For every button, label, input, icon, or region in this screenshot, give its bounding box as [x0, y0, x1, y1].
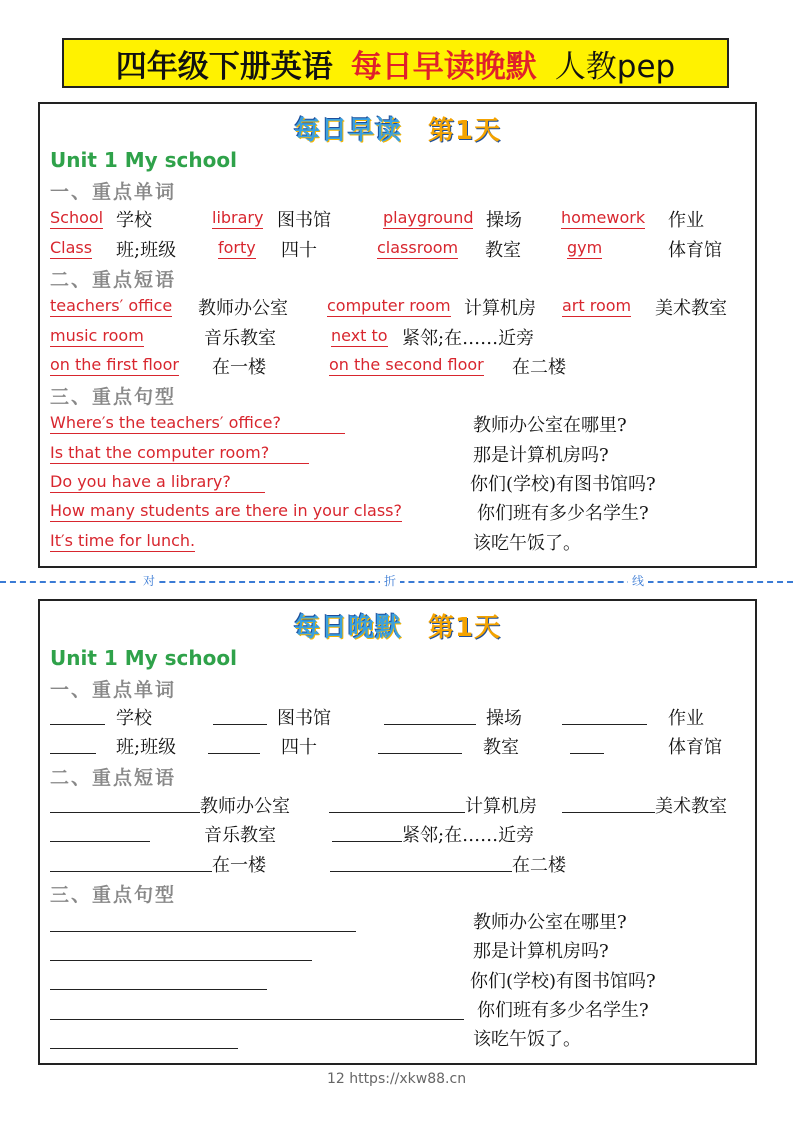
phrase-en: art room [562, 296, 632, 315]
word-blank[interactable] [213, 724, 267, 725]
sentence-en: Where′s the teachers′ office? [50, 413, 345, 434]
word-en: homework [561, 208, 646, 227]
sentence-cn: 那是计算机房吗? [473, 445, 609, 466]
phrase-cn: 计算机房 [465, 796, 537, 817]
word-cn: 操场 [486, 708, 522, 729]
word-cn: 图书馆 [277, 708, 331, 729]
title-grade: 四年级下册英语 [115, 48, 333, 85]
word-cn: 学校 [116, 210, 152, 231]
page-title-banner [62, 38, 729, 88]
word-blank[interactable] [378, 753, 462, 754]
word-en: Class [50, 238, 93, 257]
unit-title: Unit 1 My school [50, 646, 237, 670]
word-cn: 学校 [116, 708, 152, 729]
phrase-en: on the first floor [50, 355, 179, 374]
word-blank[interactable] [50, 724, 105, 725]
page-footer: 12 https://xkw88.cn [326, 1071, 467, 1087]
word-blank[interactable] [384, 724, 476, 725]
phrase-cn: 紧邻;在……近旁 [402, 825, 535, 846]
word-en: forty [218, 238, 256, 257]
word-cn: 图书馆 [277, 210, 331, 231]
word-cn: 作业 [668, 708, 704, 729]
section-words: 一、重点单词 [50, 181, 177, 203]
phrase-blank[interactable] [50, 871, 212, 872]
word-cn: 操场 [486, 210, 522, 231]
title-edition: 人教pep [554, 48, 676, 85]
word-en: library [212, 208, 264, 227]
phrase-cn: 紧邻;在……近旁 [402, 328, 535, 349]
word-cn: 作业 [668, 210, 704, 231]
sentence-cn: 教师办公室在哪里? [473, 912, 627, 933]
morning-reading-panel [38, 102, 757, 568]
fold-label: 线 [628, 572, 648, 589]
phrase-cn: 在二楼 [512, 855, 566, 876]
sentence-blank[interactable] [50, 989, 267, 990]
sentence-en: It′s time for lunch. [50, 531, 196, 550]
unit-title: Unit 1 My school [50, 148, 237, 172]
section-phrases: 二、重点短语 [50, 767, 177, 789]
phrase-cn: 计算机房 [464, 298, 536, 319]
word-en: classroom [377, 238, 459, 257]
word-blank[interactable] [50, 753, 96, 754]
word-blank[interactable] [562, 724, 647, 725]
evening-panel-heading: 每日晚默 第1天 [293, 613, 502, 643]
sentence-blank[interactable] [50, 1019, 464, 1020]
phrase-en: music room [50, 326, 144, 345]
phrase-blank[interactable] [50, 841, 150, 842]
phrase-cn: 教师办公室 [198, 298, 288, 319]
sentence-cn: 教师办公室在哪里? [473, 415, 627, 436]
word-en: playground [383, 208, 474, 227]
sentence-cn: 你们班有多少名学生? [477, 503, 649, 524]
section-sentences: 三、重点句型 [50, 884, 177, 906]
word-cn: 班;班级 [116, 737, 177, 758]
morning-panel-heading: 每日早读 第1天 [293, 116, 502, 146]
sentence-en: Do you have a library? [50, 472, 265, 493]
word-cn: 四十 [281, 737, 317, 758]
word-en: School [50, 208, 104, 227]
phrase-en: next to [331, 326, 388, 345]
sentence-en: How many students are there in your class? [50, 501, 402, 520]
sentence-cn: 你们班有多少名学生? [477, 1000, 649, 1021]
sentence-blank[interactable] [50, 931, 356, 932]
phrase-blank[interactable] [50, 812, 200, 813]
phrase-en: teachers′ office [50, 296, 173, 315]
sentence-blank[interactable] [50, 1048, 238, 1049]
sentence-cn: 那是计算机房吗? [473, 941, 609, 962]
word-cn: 教室 [485, 240, 521, 261]
phrase-cn: 音乐教室 [204, 825, 276, 846]
phrase-cn: 在一楼 [212, 855, 266, 876]
word-cn: 体育馆 [668, 240, 722, 261]
sentence-en: Is that the computer room? [50, 443, 309, 464]
sentence-blank[interactable] [50, 960, 312, 961]
sentence-cn: 你们(学校)有图书馆吗? [470, 971, 656, 992]
phrase-blank[interactable] [329, 812, 465, 813]
word-en: gym [567, 238, 603, 257]
phrase-cn: 在二楼 [512, 357, 566, 378]
section-words: 一、重点单词 [50, 679, 177, 701]
phrase-cn: 在一楼 [212, 357, 266, 378]
phrase-en: on the second floor [329, 355, 484, 374]
section-phrases: 二、重点短语 [50, 269, 177, 291]
phrase-en: computer room [327, 296, 451, 315]
sentence-cn: 该吃午饭了。 [473, 1029, 581, 1050]
phrase-cn: 音乐教室 [204, 328, 276, 349]
word-blank[interactable] [208, 753, 260, 754]
title-series: 每日早读晚默 [350, 48, 537, 85]
section-sentences: 三、重点句型 [50, 386, 177, 408]
fold-label: 对 [139, 572, 159, 589]
evening-dictation-panel [38, 599, 757, 1065]
fold-label: 折 [380, 572, 400, 589]
phrase-cn: 美术教室 [655, 298, 727, 319]
word-blank[interactable] [570, 753, 604, 754]
phrase-cn: 教师办公室 [200, 796, 290, 817]
phrase-blank[interactable] [330, 871, 512, 872]
word-cn: 体育馆 [668, 737, 722, 758]
word-cn: 教室 [483, 737, 519, 758]
phrase-blank[interactable] [332, 841, 402, 842]
phrase-blank[interactable] [562, 812, 655, 813]
word-cn: 四十 [281, 240, 317, 261]
sentence-cn: 你们(学校)有图书馆吗? [470, 474, 656, 495]
sentence-cn: 该吃午饭了。 [473, 533, 581, 554]
phrase-cn: 美术教室 [655, 796, 727, 817]
word-cn: 班;班级 [116, 240, 177, 261]
